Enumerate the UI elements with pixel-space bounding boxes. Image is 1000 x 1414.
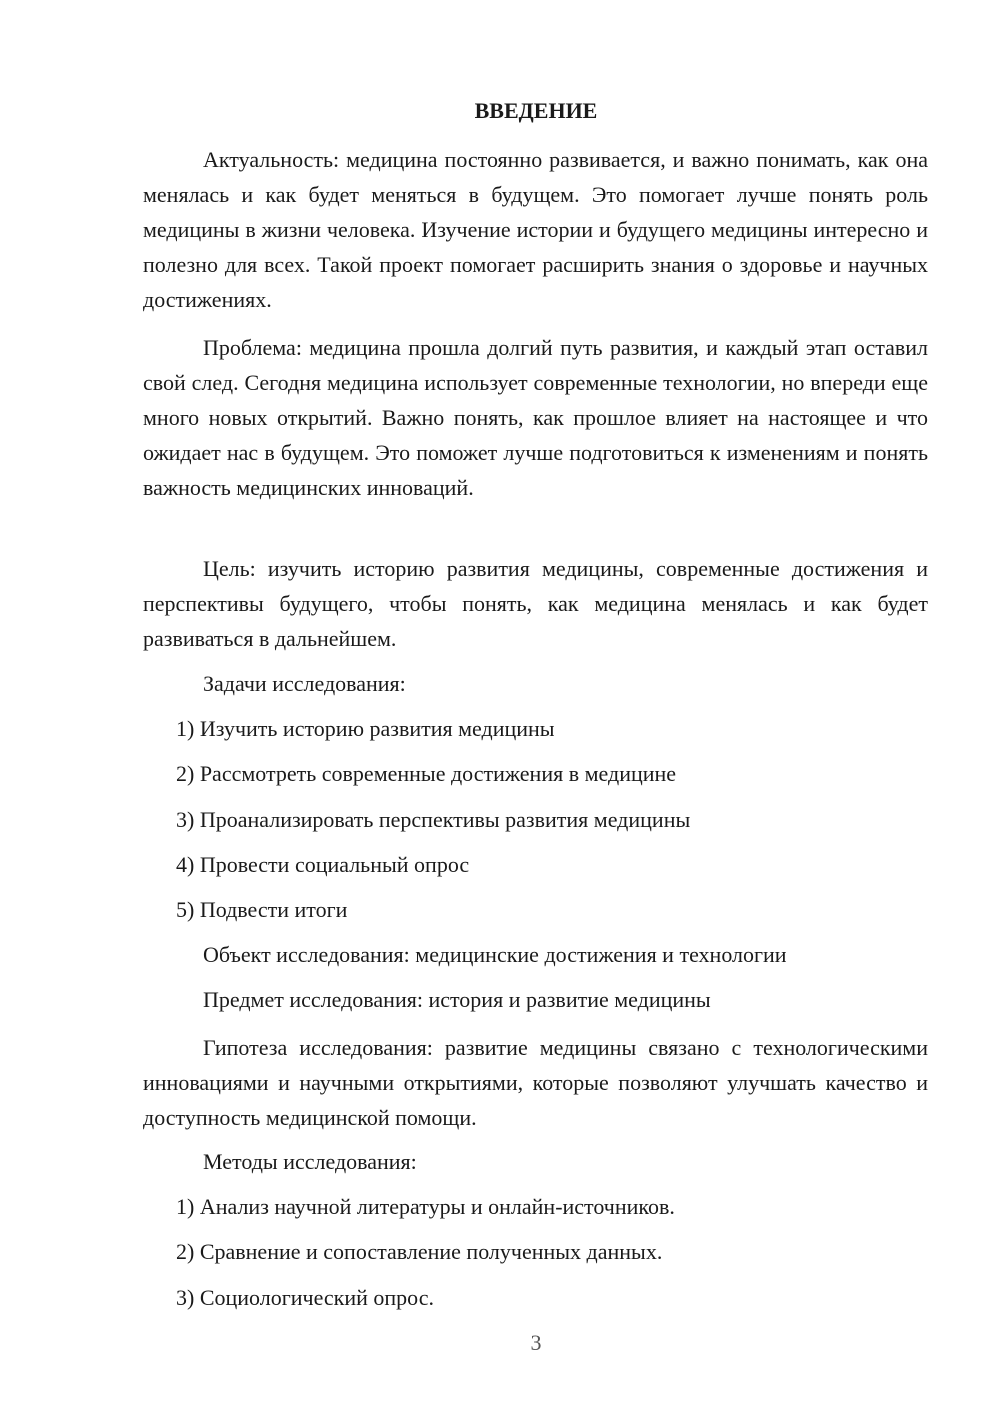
tasks-heading: Задачи исследования: <box>203 671 406 696</box>
task-item: 4) Провести социальный опрос <box>176 852 470 877</box>
object-line: Объект исследования: медицинские достижения и технологии <box>203 942 787 967</box>
relevance-paragraph: Актуальность: медицина постоянно развивается, и важно понимать, как она менялась и как будет меняться в будущем. Это помогает лучше понять роль медицины в жизни человека. Изучение истории и будущего медицины интересно и полезно для всех. Такой проект помогает расширить знания о здоровье и научных достижениях. <box>143 147 928 312</box>
hypothesis-paragraph: Гипотеза исследования: развитие медицины связано с технологическими инновациями и научными открытиями, которые позволяют улучшать качество и доступность медицинской помощи. <box>143 1035 928 1130</box>
method-item: 3) Социологический опрос. <box>176 1285 434 1310</box>
problem-paragraph: Проблема: медицина прошла долгий путь развития, и каждый этап оставил свой след. Сегодня медицина использует современные технологии, но впереди еще много новых открытий. Важно понять, как прошлое влияет на настоящее и что ожидает нас в будущем. Это поможет лучше подготовиться к изменениям и понять важность медицинских инноваций. <box>143 335 928 500</box>
page-number: 3 <box>530 1330 542 1355</box>
page-title: ВВЕДЕНИЕ <box>474 98 598 123</box>
method-item: 1) Анализ научной литературы и онлайн-источников. <box>176 1194 675 1219</box>
subject-line: Предмет исследования: история и развитие медицины <box>203 987 711 1012</box>
task-item: 1) Изучить историю развития медицины <box>176 716 555 741</box>
task-item: 3) Проанализировать перспективы развития медицины <box>176 807 691 832</box>
goal-paragraph: Цель: изучить историю развития медицины, современные достижения и перспективы будущего, чтобы понять, как медицина менялась и как будет развиваться в дальнейшем. <box>143 556 928 651</box>
task-item: 2) Рассмотреть современные достижения в медицине <box>176 761 677 786</box>
methods-heading: Методы исследования: <box>203 1149 417 1174</box>
task-item: 5) Подвести итоги <box>176 897 348 922</box>
method-item: 2) Сравнение и сопоставление полученных данных. <box>176 1239 663 1264</box>
